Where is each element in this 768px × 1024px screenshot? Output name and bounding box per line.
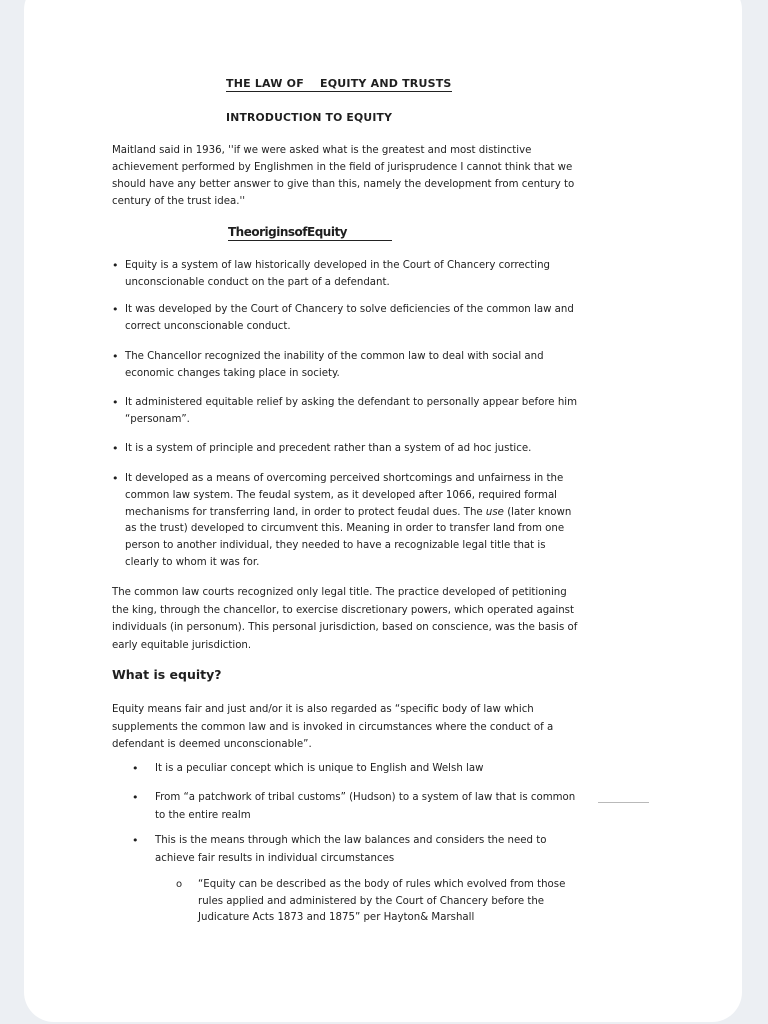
list-item-text: This is the means through which the law balances and considers the need to achieve fair results in individual circumstances bbox=[155, 835, 547, 864]
list-item-text: Equity is a system of law historically developed in the Court of Chancery correcting unconscionable conduct on the part of a defendant. bbox=[125, 260, 551, 288]
italic-term-use: use bbox=[485, 506, 504, 518]
document-title: THE LAW OF EQUITY AND TRUSTS bbox=[226, 77, 452, 90]
text-run: It developed as a means of overcoming perceived shortcomings and unfairness in the common law system. The feudal system, as it developed after 1066, required formal mechanisms for transferring land, in order to protect feudal dues. The bbox=[125, 473, 564, 518]
text-run: (later known as the trust) developed to circumvent this. Meaning in order to transfer land from one person to another individual, they needed to have a recognizable legal title that is clearly to whom it was for. bbox=[125, 506, 572, 568]
sub-list-item-text: “Equity can be described as the body of rules which evolved from those rules applied and administered by the Court of Chancery before the Judicature Acts 1873 and 1875” per Hayton& Marshall bbox=[198, 879, 566, 923]
section-heading-what-is-equity: What is equity? bbox=[112, 667, 222, 682]
bullet-marker: • bbox=[112, 472, 119, 485]
sub-bullet-marker: o bbox=[176, 879, 183, 890]
list-item-text: The Chancellor recognized the inability of the common law to deal with social and economic changes taking place in society. bbox=[125, 351, 544, 379]
list-item bbox=[132, 832, 582, 867]
list-item bbox=[112, 441, 582, 458]
bullet-marker: • bbox=[132, 762, 139, 775]
list-item-text: It is a peculiar concept which is unique to English and Welsh law bbox=[155, 763, 484, 774]
list-item bbox=[132, 789, 582, 824]
list-item-text bbox=[125, 471, 582, 572]
bullet-marker: • bbox=[112, 350, 119, 363]
list-item bbox=[112, 349, 582, 383]
list-item-text: It administered equitable relief by asking the defendant to personally appear before him “personam”. bbox=[125, 397, 578, 425]
list-item bbox=[112, 302, 582, 336]
bullet-marker: • bbox=[112, 303, 119, 316]
list-item bbox=[112, 395, 582, 429]
document-subtitle: INTRODUCTION TO EQUITY bbox=[226, 111, 393, 124]
bullet-marker: • bbox=[132, 834, 139, 847]
sub-list-item bbox=[176, 877, 576, 927]
list-item-text: From “a patchwork of tribal customs” (Hudson) to a system of law that is common to the entire realm bbox=[155, 792, 576, 821]
list-item bbox=[132, 760, 582, 778]
list-item-text: It was developed by the Court of Chancery to solve deficiencies of the common law and correct unconscionable conduct. bbox=[125, 304, 574, 332]
bullet-marker: • bbox=[112, 442, 119, 455]
list-item bbox=[112, 258, 582, 292]
bullet-marker: • bbox=[112, 259, 119, 272]
bullet-marker: • bbox=[112, 396, 119, 409]
margin-rule bbox=[598, 802, 649, 803]
intro-paragraph: Maitland said in 1936, ''if we were asked what is the greatest and most distinctive achievement performed by Englishmen in the field of jurisprudence I cannot think that we should have any better answer to give than this, namely the development from century to century of the trust idea.'' bbox=[112, 145, 575, 207]
what-is-equity-paragraph: Equity means fair and just and/or it is also regarded as “specific body of law which supplements the common law and is invoked in circumstances where the conduct of a defendant is deemed unconscionable”. bbox=[112, 704, 554, 750]
section-heading-origins: TheoriginsofEquity bbox=[228, 225, 392, 241]
list-item-text: It is a system of principle and precedent rather than a system of ad hoc justice. bbox=[125, 443, 532, 454]
common-law-paragraph: The common law courts recognized only legal title. The practice developed of petitioning the king, through the chancellor, to exercise discretionary powers, which operated against individuals (in personum). This personal jurisdiction, based on conscience, was the basis of early equitable jurisdiction. bbox=[112, 587, 578, 651]
bullet-marker: • bbox=[132, 791, 139, 804]
list-item bbox=[112, 471, 582, 572]
